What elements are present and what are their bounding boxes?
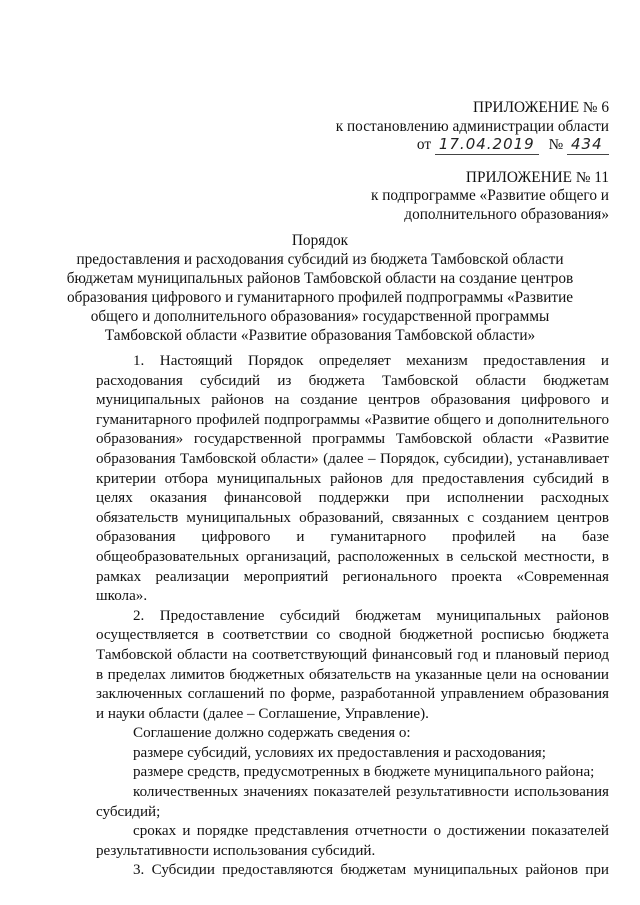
appendix-6-subtitle: к постановлению администрации области bbox=[335, 118, 609, 135]
doc-title-line: предоставления и расходования субсидий из бюджета Тамбовской области bbox=[76, 251, 564, 268]
paragraph-item-size: размере субсидий, условиях их предоставления и расходования; bbox=[133, 744, 546, 761]
appendix-11-title: ПРИЛОЖЕНИЕ № 11 bbox=[465, 169, 609, 186]
number-prefix: № bbox=[548, 136, 564, 153]
paragraph-2: 2. Предоставление субсидий бюджетам муниципальных районов осуществляется в соответствии со сводной бюджетной росписью бюджета Тамбовской области на соответствующий финансовый год и плановый период в пределах лимитов бюджетных обязательств на указанные цели на основании заключенных соглашений по форме, разработанной управлением образования и науки области (далее – Соглашение, Управление). bbox=[96, 607, 609, 722]
appendix-6-title: ПРИЛОЖЕНИЕ № 6 bbox=[472, 99, 609, 116]
paragraph-agreement: Соглашение должно содержать сведения о: bbox=[133, 725, 411, 742]
paragraph-3: 3. Субсидии предоставляются бюджетам муниципальных районов при bbox=[133, 862, 609, 879]
paragraph-item-indicators: количественных значениях показателей результативности использования субсидий; bbox=[96, 784, 609, 820]
doc-title-line: общего и дополнительного образования» государственной программы bbox=[90, 308, 550, 325]
paragraph-1: 1. Настоящий Порядок определяет механизм предоставления и расходования субсидий из бюджета Тамбовской области бюджетам муниципальных районов на создание центров образования цифрового и гуманитарного профилей подпрограммы «Развитие общего и дополнительного образования» государственной программы Тамбовской области «Развитие образования Тамбовской области» (далее – Порядок, субсидии), устанавливает критерии отбора муниципальных районов для предоставления субсидий в целях оказания финансовой поддержки при исполнении расходных обязательств муниципальных образований, связанных с созданием центров образования цифрового и гуманитарного профилей на базе общеобразовательных организаций, расположенных в сельской местности, в рамках реализации мероприятий регионального проекта «Современная школа». bbox=[96, 353, 609, 605]
appendix-11-line2: к подпрограмме «Развитие общего и bbox=[370, 187, 609, 204]
doc-title-line: Тамбовской области «Развитие образования Тамбовской области» bbox=[104, 327, 536, 344]
appendix-11-line3: дополнительного образования» bbox=[404, 206, 609, 223]
doc-title-line: образования цифрового и гуманитарного профилей подпрограммы «Развитие bbox=[66, 289, 574, 306]
paragraph-item-funds: размере средств, предусмотренных в бюджете муниципального района; bbox=[133, 764, 595, 781]
date-prefix: от bbox=[416, 136, 432, 153]
doc-title-line: бюджетам муниципальных районов Тамбовской области на создание центров bbox=[66, 270, 574, 287]
handwritten-number: 434 bbox=[567, 135, 609, 155]
handwritten-date: 17.04.2019 bbox=[435, 135, 539, 155]
doc-title-word: Порядок bbox=[291, 232, 349, 249]
paragraph-item-reporting: сроках и порядке представления отчетности о достижении показателей результативности использования субсидий. bbox=[96, 823, 609, 859]
appendix-6-date-line bbox=[417, 135, 609, 155]
document-body bbox=[96, 352, 609, 881]
